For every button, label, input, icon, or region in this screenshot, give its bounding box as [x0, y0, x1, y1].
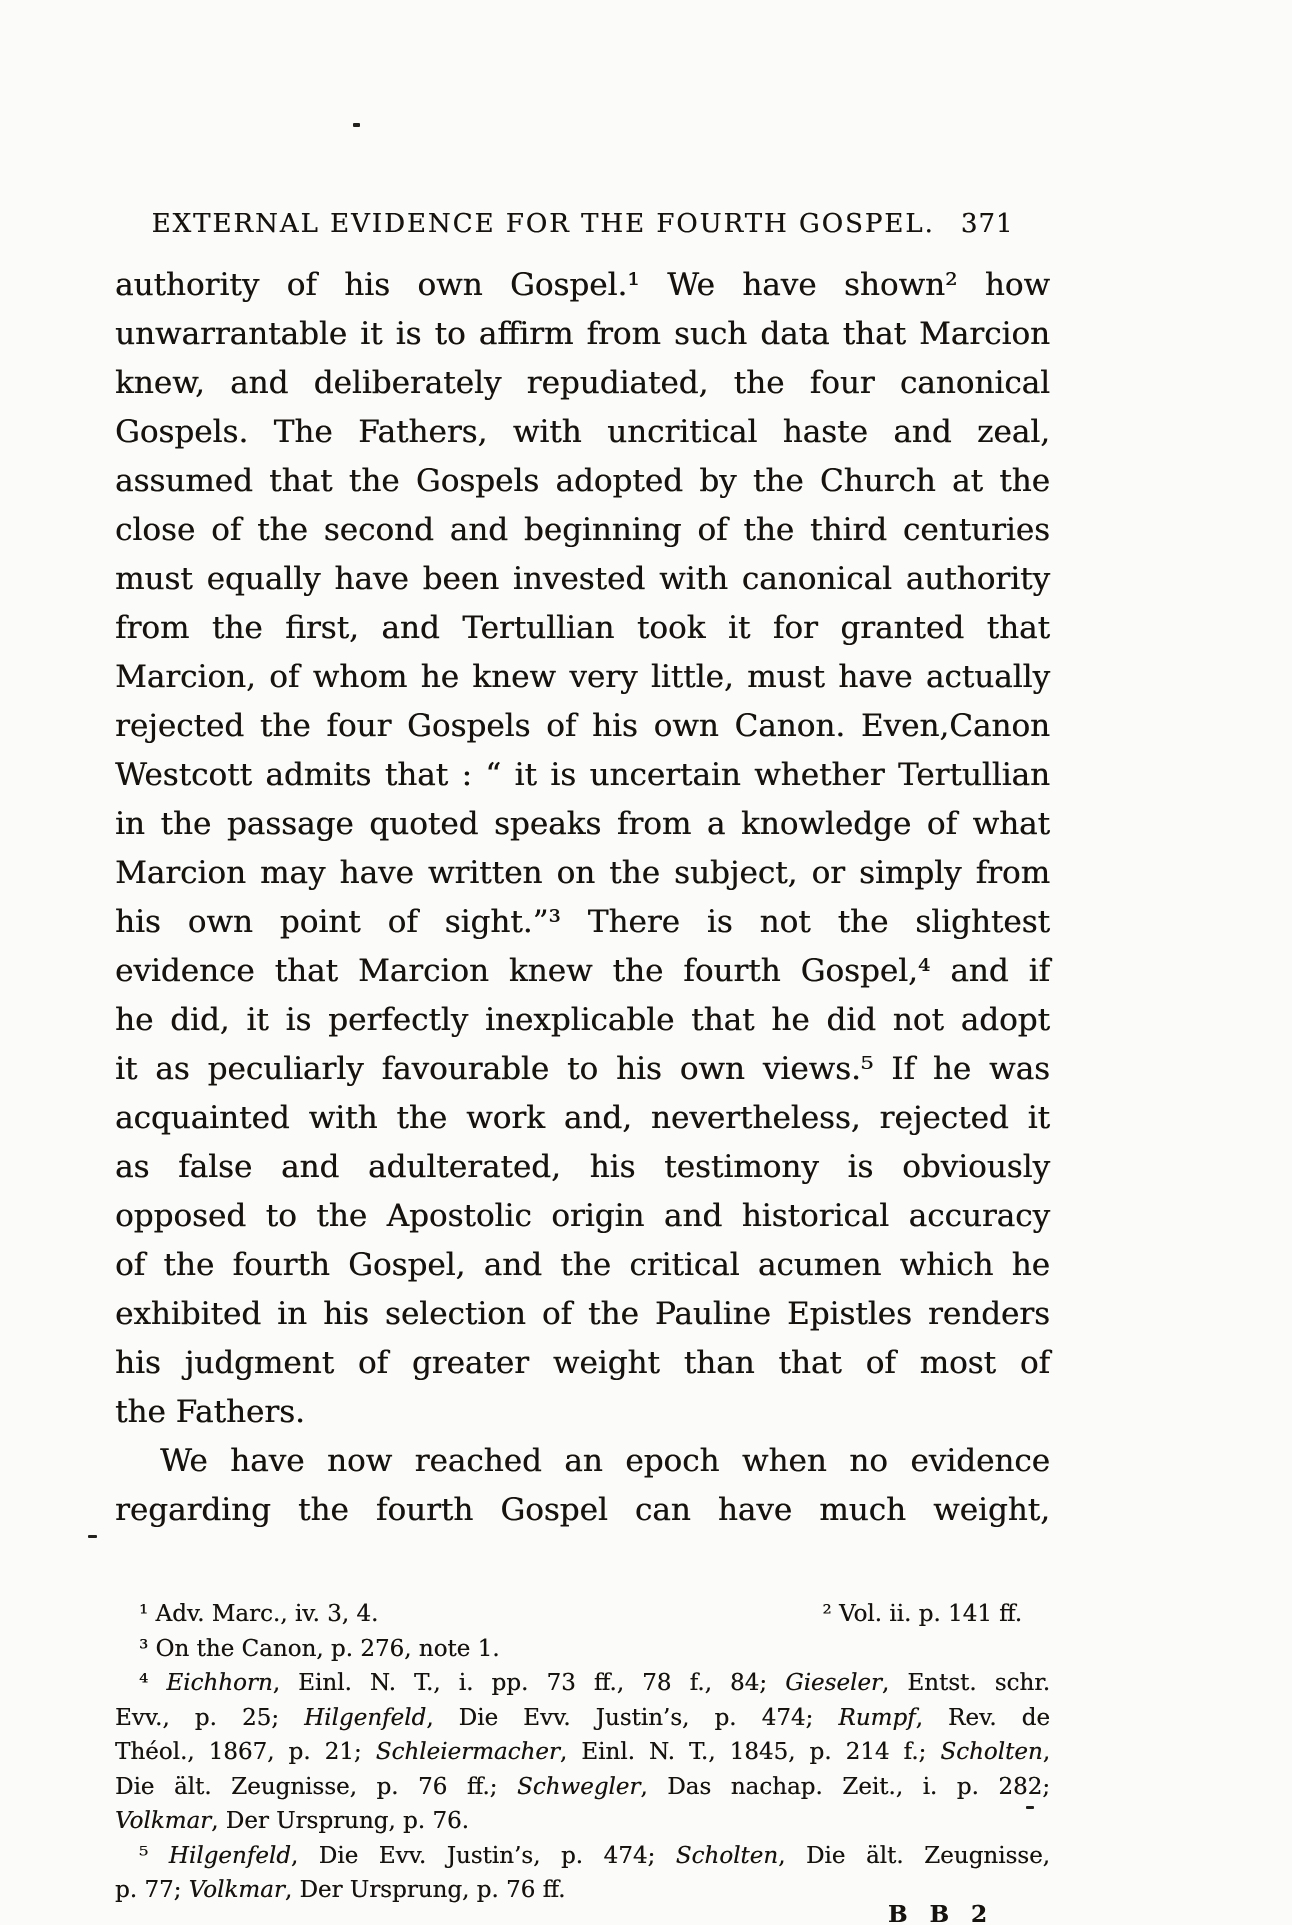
footnote-text: , Rev. de — [915, 1704, 1050, 1731]
body-text — [115, 261, 1050, 1535]
author-name: Scholten — [940, 1739, 1043, 1765]
text-line: acquainted with the work and, nevertheless, rejected it — [115, 1100, 1050, 1136]
author-name: Volkmar — [188, 1877, 285, 1903]
text-line: exhibited in his selection of the Pauline Epistles renders — [115, 1296, 1050, 1332]
text-column — [115, 209, 1050, 1908]
footnote-line — [115, 1666, 1050, 1701]
text-line: regarding the fourth Gospel can have much weight, — [115, 1492, 1050, 1528]
author-name: Hilgenfeld — [168, 1842, 291, 1869]
text-line: must equally have been invested with canonical authority — [115, 561, 1050, 597]
author-name: Hilgenfeld — [304, 1704, 427, 1731]
text-line: knew, and deliberately repudiated, the four canonical — [115, 365, 1050, 401]
footnote-text: , Einl. N. T., i. pp. 73 ff., 78 f., 84; — [272, 1670, 786, 1696]
text-line: rejected the four Gospels of his own Canon. Even,Canon — [115, 708, 1050, 744]
text-line: Marcion, of whom he knew very little, must have actually — [115, 659, 1050, 695]
printer-signature: B B 2 — [888, 1901, 994, 1925]
footnote-line — [115, 1632, 1050, 1667]
footnote-text: Théol., 1867, p. 21; — [115, 1739, 376, 1765]
footnote-text: , Entst. schr. — [881, 1670, 1051, 1696]
text-line: his judgment of greater weight than that of most of — [115, 1345, 1050, 1381]
footnote-text: , Die Evv. Justin’s, p. 474; — [290, 1842, 676, 1869]
text-line: it as peculiarly favourable to his own views.⁵ If he was — [115, 1051, 1050, 1087]
running-header — [115, 209, 1050, 239]
author-name: Schleiermacher — [375, 1739, 560, 1765]
footnote-text: ² Vol. ii. p. 141 ff. — [822, 1601, 1022, 1627]
author-name: Eichhorn — [166, 1670, 273, 1696]
text-line: unwarrantable it is to affirm from such data that Marcion — [115, 316, 1050, 352]
footnote-right — [822, 1597, 1022, 1632]
footnote-line — [115, 1597, 1050, 1632]
text-line: We have now reached an epoch when no evidence — [160, 1443, 1050, 1479]
author-name: Volkmar — [115, 1808, 212, 1834]
footnote-line — [115, 1804, 1050, 1839]
footnote-text: , Der Ursprung, p. 76 ff. — [284, 1877, 566, 1903]
footnote-line — [115, 1770, 1050, 1805]
author-name: Schwegler — [516, 1773, 641, 1800]
footnote-line — [115, 1839, 1050, 1874]
footnotes — [115, 1597, 1050, 1908]
text-line: evidence that Marcion knew the fourth Gospel,⁴ and if — [115, 953, 1050, 989]
text-line: from the first, and Tertullian took it for granted that — [115, 610, 1050, 646]
footnote-text: ⁵ — [139, 1842, 169, 1869]
text-line: the Fathers. — [115, 1394, 305, 1430]
text-line: opposed to the Apostolic origin and historical accuracy — [115, 1198, 1050, 1234]
text-line: authority of his own Gospel.¹ We have shown² how — [115, 267, 1050, 303]
footnote-line — [115, 1701, 1050, 1736]
running-header-title: EXTERNAL EVIDENCE FOR THE FOURTH GOSPEL. — [151, 209, 935, 239]
footnote-text: , — [1042, 1739, 1050, 1765]
text-line: in the passage quoted speaks from a knowledge of what — [115, 806, 1050, 842]
text-line: Marcion may have written on the subject, or simply from — [115, 855, 1050, 891]
footnote-text: Evv., p. 25; — [115, 1704, 305, 1731]
footnote-text: , Die Evv. Justin’s, p. 474; — [426, 1704, 839, 1731]
text-line: Gospels. The Fathers, with uncritical haste and zeal, — [115, 414, 1050, 450]
ink-speck — [353, 123, 360, 127]
text-line: as false and adulterated, his testimony is obviously — [115, 1149, 1050, 1185]
footnote-text: , Das nachap. Zeit., i. p. 282; — [640, 1773, 1050, 1800]
author-name: Rumpf — [838, 1704, 916, 1731]
text-line: his own point of sight.”³ There is not the slightest — [115, 904, 1050, 940]
footnote-text: ³ On the Canon, p. 276, note 1. — [139, 1635, 500, 1662]
footnote-text: ¹ Adv. Marc., iv. 3, 4. — [139, 1601, 379, 1627]
footnote-text: , Einl. N. T., 1845, p. 214 f.; — [559, 1739, 941, 1765]
footnote-text: , Der Ursprung, p. 76. — [211, 1808, 469, 1834]
text-line: close of the second and beginning of the third centuries — [115, 512, 1050, 548]
footnote-text: , Die ält. Zeugnisse, — [778, 1842, 1050, 1869]
footnote-line — [115, 1735, 1050, 1770]
text-line: assumed that the Gospels adopted by the Church at the — [115, 463, 1050, 499]
ink-speck — [88, 1535, 97, 1538]
text-line: he did, it is perfectly inexplicable that he did not adopt — [115, 1002, 1050, 1038]
author-name: Scholten — [675, 1842, 779, 1869]
text-line: Westcott admits that : “ it is uncertain whether Tertullian — [115, 757, 1050, 793]
author-name: Gieseler — [785, 1670, 882, 1696]
footnote-text: ⁴ — [139, 1670, 167, 1696]
footnote-text: Die ält. Zeugnisse, p. 76 ff.; — [115, 1773, 517, 1800]
text-line: of the fourth Gospel, and the critical acumen which he — [115, 1247, 1050, 1283]
footnote-text: p. 77; — [115, 1877, 189, 1903]
footnote-left — [139, 1597, 378, 1632]
page-number: 371 — [960, 209, 1014, 239]
